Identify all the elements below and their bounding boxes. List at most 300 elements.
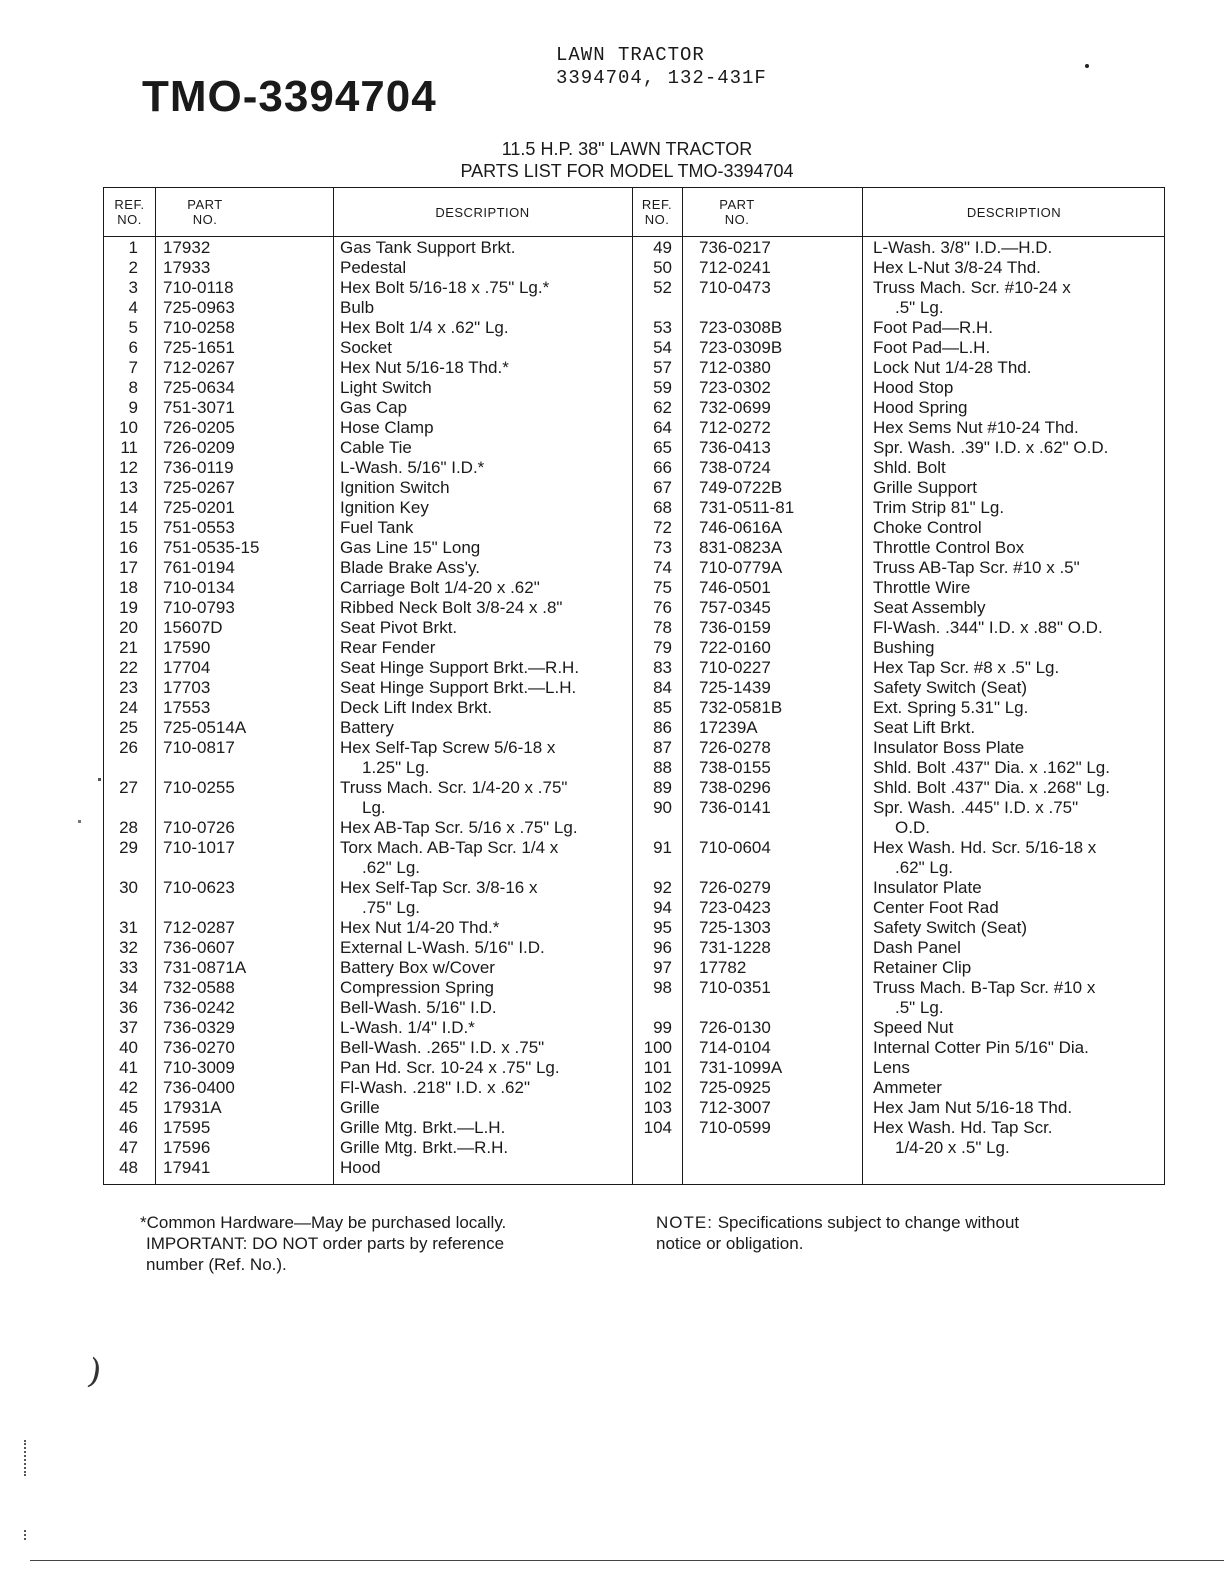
part-description: Gas Tank Support Brkt. bbox=[340, 238, 516, 257]
part-number: 17933 bbox=[163, 258, 211, 277]
part-number: 723-0308B bbox=[699, 318, 783, 337]
ref-number: 13 bbox=[119, 478, 138, 497]
ref-number: 9 bbox=[128, 398, 138, 417]
part-number: 749-0722B bbox=[699, 478, 783, 497]
ref-number: 45 bbox=[119, 1098, 138, 1117]
ref-number: 6 bbox=[128, 338, 138, 357]
ref-number: 16 bbox=[119, 538, 138, 557]
part-number: 726-0278 bbox=[699, 738, 771, 757]
ref-number: 21 bbox=[119, 638, 138, 657]
scan-mark-dot bbox=[78, 820, 81, 823]
part-number: 736-0270 bbox=[163, 1038, 235, 1057]
header-part-no-label: NO. bbox=[724, 212, 750, 227]
ref-number: 89 bbox=[653, 778, 672, 797]
part-number: 15607D bbox=[163, 618, 223, 637]
part-description: Lock Nut 1/4-28 Thd. bbox=[873, 358, 1032, 377]
ref-number: 53 bbox=[653, 318, 672, 337]
header-description-label: DESCRIPTION bbox=[435, 204, 530, 220]
part-description: Hex Wash. Hd. Tap Scr. bbox=[873, 1118, 1053, 1137]
part-number: 712-0272 bbox=[699, 418, 771, 437]
part-number: 731-1228 bbox=[699, 938, 771, 957]
part-number: 725-0201 bbox=[163, 498, 235, 517]
part-number: 738-0296 bbox=[699, 778, 771, 797]
part-description: Light Switch bbox=[340, 378, 432, 397]
header-ref-label: REF. bbox=[114, 197, 145, 212]
title-line-1: 11.5 H.P. 38" LAWN TRACTOR bbox=[501, 139, 753, 159]
part-number: 710-0793 bbox=[163, 598, 235, 617]
part-description: Hose Clamp bbox=[340, 418, 434, 437]
typed-line-models: 3394704, 132-431F bbox=[556, 67, 767, 89]
ref-number: 19 bbox=[119, 598, 138, 617]
part-description: Center Foot Rad bbox=[873, 898, 999, 917]
header-part-right bbox=[682, 188, 792, 236]
part-number: 736-0217 bbox=[699, 238, 771, 257]
part-description-continued: .62" Lg. bbox=[895, 858, 954, 877]
part-description: Shld. Bolt .437" Dia. x .162" Lg. bbox=[873, 758, 1110, 777]
ref-number: 85 bbox=[653, 698, 672, 717]
header-part-left bbox=[155, 188, 255, 236]
part-description: Seat Hinge Support Brkt.—R.H. bbox=[340, 658, 580, 677]
part-description: Retainer Clip bbox=[873, 958, 972, 977]
part-number: 17782 bbox=[699, 958, 747, 977]
ref-number: 59 bbox=[653, 378, 672, 397]
stray-mark bbox=[1085, 64, 1089, 68]
ref-number: 22 bbox=[119, 658, 138, 677]
header-ref-label: REF. bbox=[641, 197, 673, 212]
part-description: Gas Line 15" Long bbox=[340, 538, 481, 557]
part-description: Truss Mach. Scr. 1/4-20 x .75" bbox=[340, 778, 568, 797]
ref-number: 79 bbox=[653, 638, 672, 657]
ref-number: 104 bbox=[643, 1118, 672, 1137]
part-description: Ribbed Neck Bolt 3/8-24 x .8" bbox=[340, 598, 563, 617]
ref-number: 66 bbox=[653, 458, 672, 477]
part-description: External L-Wash. 5/16" I.D. bbox=[340, 938, 545, 957]
col-divider bbox=[632, 188, 633, 1184]
part-description: L-Wash. 3/8" I.D.—H.D. bbox=[873, 238, 1053, 257]
part-number: 710-0599 bbox=[699, 1118, 771, 1137]
ref-number: 84 bbox=[653, 678, 672, 697]
part-description: Insulator Boss Plate bbox=[873, 738, 1025, 757]
ref-number: 7 bbox=[128, 358, 138, 377]
part-number: 712-0380 bbox=[699, 358, 771, 377]
part-number: 751-0535-15 bbox=[163, 538, 260, 557]
part-number: 736-0329 bbox=[163, 1018, 235, 1037]
ref-number: 49 bbox=[653, 238, 672, 257]
typed-line-product: LAWN TRACTOR bbox=[556, 44, 705, 66]
ref-number: 97 bbox=[653, 958, 672, 977]
part-number: 831-0823A bbox=[699, 538, 783, 557]
ref-number: 96 bbox=[653, 938, 672, 957]
part-description: Hood bbox=[340, 1158, 381, 1177]
part-number: 731-1099A bbox=[699, 1058, 783, 1077]
part-description: Throttle Wire bbox=[873, 578, 971, 597]
part-number: 731-0871A bbox=[163, 958, 247, 977]
part-description: Deck Lift Index Brkt. bbox=[340, 698, 493, 717]
part-description: Hex Bolt 5/16-18 x .75" Lg.* bbox=[340, 278, 550, 297]
scan-mark-dot bbox=[98, 778, 101, 781]
part-description: Hex Nut 1/4-20 Thd.* bbox=[340, 918, 500, 937]
col-divider bbox=[682, 188, 683, 1184]
ref-number: 20 bbox=[119, 618, 138, 637]
part-description: Speed Nut bbox=[873, 1018, 954, 1037]
part-number: 722-0160 bbox=[699, 638, 771, 657]
part-description: Hood Spring bbox=[873, 398, 968, 417]
ref-number: 64 bbox=[653, 418, 672, 437]
ref-number: 100 bbox=[643, 1038, 672, 1057]
ref-number: 42 bbox=[119, 1078, 138, 1097]
part-description: Ext. Spring 5.31" Lg. bbox=[873, 698, 1029, 717]
header-ref-no-label: NO. bbox=[644, 212, 670, 227]
ref-number: 76 bbox=[653, 598, 672, 617]
part-number: 17595 bbox=[163, 1118, 211, 1137]
part-number: 710-0473 bbox=[699, 278, 771, 297]
part-description: Seat Hinge Support Brkt.—L.H. bbox=[340, 678, 577, 697]
ref-number: 50 bbox=[653, 258, 672, 277]
part-number: 761-0194 bbox=[163, 558, 235, 577]
part-number: 736-0413 bbox=[699, 438, 771, 457]
part-number: 725-0514A bbox=[163, 718, 247, 737]
ref-number: 73 bbox=[653, 538, 672, 557]
ref-number: 1 bbox=[128, 238, 138, 257]
part-description: Truss Mach. Scr. #10-24 x bbox=[873, 278, 1071, 297]
part-number: 736-0141 bbox=[699, 798, 771, 817]
ref-number: 87 bbox=[653, 738, 672, 757]
part-description: Spr. Wash. .445" I.D. x .75" bbox=[873, 798, 1079, 817]
part-number: 710-0817 bbox=[163, 738, 235, 757]
part-number: 710-0227 bbox=[699, 658, 771, 677]
part-number: 731-0511-81 bbox=[699, 498, 795, 517]
part-description-continued: Lg. bbox=[362, 798, 386, 817]
scan-mark-paren: ) bbox=[84, 1351, 105, 1393]
part-description: Foot Pad—R.H. bbox=[873, 318, 993, 337]
part-description: Blade Brake Ass'y. bbox=[340, 558, 480, 577]
part-description: Fl-Wash. .344" I.D. x .88" O.D. bbox=[873, 618, 1103, 637]
part-description: Hex Bolt 1/4 x .62" Lg. bbox=[340, 318, 509, 337]
ref-number: 17 bbox=[119, 558, 138, 577]
ref-number: 68 bbox=[653, 498, 672, 517]
part-number: 736-0400 bbox=[163, 1078, 235, 1097]
title-line-2: PARTS LIST FOR MODEL TMO-3394704 bbox=[460, 161, 794, 181]
ref-number: 2 bbox=[128, 258, 138, 277]
part-number: 710-0351 bbox=[699, 978, 771, 997]
ref-number: 52 bbox=[653, 278, 672, 297]
part-number: 751-3071 bbox=[163, 398, 235, 417]
part-description: Fl-Wash. .218" I.D. x .62" bbox=[340, 1078, 530, 1097]
part-number: 723-0309B bbox=[699, 338, 783, 357]
ref-number: 65 bbox=[653, 438, 672, 457]
part-description-continued: 1/4-20 x .5" Lg. bbox=[895, 1138, 1010, 1157]
part-number: 725-1439 bbox=[699, 678, 771, 697]
ref-number: 41 bbox=[119, 1058, 138, 1077]
part-description: Lens bbox=[873, 1058, 910, 1077]
ref-number: 62 bbox=[653, 398, 672, 417]
part-description: Rear Fender bbox=[340, 638, 436, 657]
part-description: Seat Lift Brkt. bbox=[873, 718, 976, 737]
part-description: Hex Self-Tap Screw 5/6-18 x bbox=[340, 738, 556, 757]
part-number: 710-0726 bbox=[163, 818, 235, 837]
part-number: 710-1017 bbox=[163, 838, 235, 857]
part-description: L-Wash. 1/4" I.D.* bbox=[340, 1018, 475, 1037]
part-number: 725-0634 bbox=[163, 378, 235, 397]
header-description-left bbox=[333, 188, 632, 236]
part-number: 738-0724 bbox=[699, 458, 771, 477]
ref-number: 27 bbox=[119, 778, 138, 797]
ref-number: 12 bbox=[119, 458, 138, 477]
col-divider bbox=[862, 188, 863, 1184]
part-description: Gas Cap bbox=[340, 398, 408, 417]
ref-number: 74 bbox=[653, 558, 672, 577]
part-number: 17703 bbox=[163, 678, 211, 697]
part-number: 726-0279 bbox=[699, 878, 771, 897]
part-description: Dash Panel bbox=[873, 938, 961, 957]
col-divider bbox=[333, 188, 334, 1184]
part-description: Truss Mach. B-Tap Scr. #10 x bbox=[873, 978, 1096, 997]
part-number: 725-0963 bbox=[163, 298, 235, 317]
part-description: Pan Hd. Scr. 10-24 x .75" Lg. bbox=[340, 1058, 560, 1077]
part-description: Pedestal bbox=[340, 258, 407, 277]
part-description: Fuel Tank bbox=[340, 518, 414, 537]
ref-number: 72 bbox=[653, 518, 672, 537]
part-number: 726-0130 bbox=[699, 1018, 771, 1037]
footnote-line-1: *Common Hardware—May be purchased locally. bbox=[140, 1213, 507, 1232]
part-number: 736-0607 bbox=[163, 938, 235, 957]
part-description: Bushing bbox=[873, 638, 935, 657]
part-number: 746-0616A bbox=[699, 518, 783, 537]
ref-number: 30 bbox=[119, 878, 138, 897]
part-number: 712-0241 bbox=[699, 258, 771, 277]
ref-number: 24 bbox=[119, 698, 138, 717]
part-number: 17596 bbox=[163, 1138, 211, 1157]
part-number: 736-0159 bbox=[699, 618, 771, 637]
part-number: 725-0267 bbox=[163, 478, 235, 497]
part-number: 710-0118 bbox=[163, 278, 234, 297]
ref-number: 5 bbox=[128, 318, 138, 337]
note-line-1 bbox=[656, 1212, 1019, 1233]
part-number: 736-0119 bbox=[163, 458, 234, 477]
footnote-line-2: IMPORTANT: DO NOT order parts by reference bbox=[146, 1234, 505, 1253]
header-ref-left bbox=[104, 188, 155, 236]
ref-number: 75 bbox=[653, 578, 672, 597]
ref-number: 91 bbox=[653, 838, 672, 857]
part-description: Safety Switch (Seat) bbox=[873, 918, 1028, 937]
part-description: Ignition Switch bbox=[340, 478, 450, 497]
ref-number: 28 bbox=[119, 818, 138, 837]
ref-number: 98 bbox=[653, 978, 672, 997]
part-description: Carriage Bolt 1/4-20 x .62" bbox=[340, 578, 540, 597]
part-description: Foot Pad—L.H. bbox=[873, 338, 991, 357]
part-number: 746-0501 bbox=[699, 578, 771, 597]
ref-number: 23 bbox=[119, 678, 138, 697]
header-description-label: DESCRIPTION bbox=[966, 204, 1062, 220]
ref-number: 11 bbox=[120, 438, 138, 457]
part-number: 725-1303 bbox=[699, 918, 771, 937]
header-divider bbox=[104, 236, 1164, 237]
ref-number: 3 bbox=[128, 278, 138, 297]
part-description: Bell-Wash. 5/16" I.D. bbox=[340, 998, 497, 1017]
part-description: Throttle Control Box bbox=[873, 538, 1025, 557]
ref-number: 10 bbox=[119, 418, 138, 437]
typed-header bbox=[556, 44, 767, 90]
ref-number: 94 bbox=[653, 898, 672, 917]
part-description: Spr. Wash. .39" I.D. x .62" O.D. bbox=[873, 438, 1109, 457]
header-part-label: PART bbox=[719, 197, 755, 212]
part-number: 17931A bbox=[163, 1098, 222, 1117]
part-description: Grille Mtg. Brkt.—L.H. bbox=[340, 1118, 506, 1137]
ref-number: 15 bbox=[119, 518, 138, 537]
part-description: Ammeter bbox=[873, 1078, 942, 1097]
part-description: Ignition Key bbox=[340, 498, 429, 517]
part-description: Hood Stop bbox=[873, 378, 954, 397]
ref-number: 103 bbox=[643, 1098, 672, 1117]
part-number: 732-0699 bbox=[699, 398, 771, 417]
part-number: 17553 bbox=[163, 698, 211, 717]
part-number: 732-0588 bbox=[163, 978, 235, 997]
part-description: Torx Mach. AB-Tap Scr. 1/4 x bbox=[340, 838, 559, 857]
ref-number: 31 bbox=[119, 918, 138, 937]
part-description: Socket bbox=[340, 338, 392, 357]
ref-number: 18 bbox=[119, 578, 138, 597]
ref-number: 90 bbox=[653, 798, 672, 817]
part-number: 17590 bbox=[163, 638, 211, 657]
part-number: 725-1651 bbox=[163, 338, 235, 357]
part-description-continued: O.D. bbox=[895, 818, 930, 837]
col-divider bbox=[155, 188, 156, 1184]
ref-number: 78 bbox=[653, 618, 672, 637]
part-description-continued: 1.25" Lg. bbox=[362, 758, 430, 777]
part-description: Hex Sems Nut #10-24 Thd. bbox=[873, 418, 1079, 437]
footnote-line-3: number (Ref. No.). bbox=[146, 1255, 287, 1274]
part-description: Shld. Bolt bbox=[873, 458, 946, 477]
part-number: 712-0267 bbox=[163, 358, 235, 377]
header-part-label: PART bbox=[187, 197, 223, 212]
part-number: 710-0604 bbox=[699, 838, 771, 857]
part-number: 17239A bbox=[699, 718, 758, 737]
part-description: Bell-Wash. .265" I.D. x .75" bbox=[340, 1038, 545, 1057]
part-number: 726-0205 bbox=[163, 418, 235, 437]
ref-number: 36 bbox=[119, 998, 138, 1017]
ref-number: 37 bbox=[119, 1018, 138, 1037]
note-line-2: notice or obligation. bbox=[656, 1234, 804, 1253]
part-number: 710-0258 bbox=[163, 318, 235, 337]
part-number: 725-0925 bbox=[699, 1078, 771, 1097]
part-description: Compression Spring bbox=[340, 978, 495, 997]
ref-number: 86 bbox=[653, 718, 672, 737]
ref-number: 46 bbox=[119, 1118, 138, 1137]
part-description: Seat Pivot Brkt. bbox=[340, 618, 458, 637]
ref-number: 26 bbox=[119, 738, 138, 757]
parts-list-title bbox=[0, 138, 1224, 182]
part-description: Cable Tie bbox=[340, 438, 412, 457]
common-hardware-footnote bbox=[140, 1212, 506, 1275]
ref-number: 4 bbox=[128, 298, 138, 317]
header-ref-no-label: NO. bbox=[117, 212, 142, 227]
part-number: 17941 bbox=[163, 1158, 211, 1177]
part-number: 714-0104 bbox=[699, 1038, 771, 1057]
ref-number: 83 bbox=[653, 658, 672, 677]
part-number: 751-0553 bbox=[163, 518, 235, 537]
part-description: Bulb bbox=[340, 298, 375, 317]
part-description: Battery bbox=[340, 718, 394, 737]
part-description: Hex Self-Tap Scr. 3/8-16 x bbox=[340, 878, 538, 897]
part-number: 17704 bbox=[163, 658, 211, 677]
header-description-right bbox=[862, 188, 1166, 236]
ref-number: 102 bbox=[643, 1078, 672, 1097]
part-number: 17932 bbox=[163, 238, 211, 257]
part-number: 738-0155 bbox=[699, 758, 771, 777]
ref-number: 57 bbox=[653, 358, 672, 377]
part-description: L-Wash. 5/16" I.D.* bbox=[340, 458, 485, 477]
part-description: Internal Cotter Pin 5/16" Dia. bbox=[873, 1038, 1089, 1057]
part-description: Hex L-Nut 3/8-24 Thd. bbox=[873, 258, 1041, 277]
ref-number: 99 bbox=[653, 1018, 672, 1037]
ref-number: 95 bbox=[653, 918, 672, 937]
part-description: Hex Tap Scr. #8 x .5" Lg. bbox=[873, 658, 1060, 677]
part-number: 726-0209 bbox=[163, 438, 235, 457]
part-description: Safety Switch (Seat) bbox=[873, 678, 1028, 697]
part-description: Hex Jam Nut 5/16-18 Thd. bbox=[873, 1098, 1073, 1117]
model-number-heading: TMO-3394704 bbox=[142, 72, 437, 121]
part-number: 723-0423 bbox=[699, 898, 771, 917]
ref-number: 40 bbox=[119, 1038, 138, 1057]
part-description: Seat Assembly bbox=[873, 598, 986, 617]
part-number: 736-0242 bbox=[163, 998, 235, 1017]
part-description: Grille Mtg. Brkt.—R.H. bbox=[340, 1138, 509, 1157]
part-description: Hex Wash. Hd. Scr. 5/16-18 x bbox=[873, 838, 1097, 857]
ref-number: 54 bbox=[653, 338, 672, 357]
scan-mark-ticks bbox=[24, 1440, 28, 1476]
ref-number: 33 bbox=[119, 958, 138, 977]
part-description: Trim Strip 81" Lg. bbox=[873, 498, 1005, 517]
part-description: Truss AB-Tap Scr. #10 x .5" bbox=[873, 558, 1080, 577]
part-description: Insulator Plate bbox=[873, 878, 982, 897]
part-description-continued: .5" Lg. bbox=[895, 298, 944, 317]
ref-number: 32 bbox=[119, 938, 138, 957]
part-description: Choke Control bbox=[873, 518, 982, 537]
specifications-note bbox=[656, 1212, 1019, 1254]
part-number: 710-3009 bbox=[163, 1058, 235, 1077]
part-description-continued: .62" Lg. bbox=[362, 858, 421, 877]
part-number: 723-0302 bbox=[699, 378, 771, 397]
ref-number: 48 bbox=[119, 1158, 138, 1177]
ref-number: 88 bbox=[653, 758, 672, 777]
ref-number: 47 bbox=[119, 1138, 138, 1157]
ref-number: 14 bbox=[119, 498, 138, 517]
header-ref-right bbox=[632, 188, 682, 236]
ref-number: 92 bbox=[653, 878, 672, 897]
note-text-1: Specifications subject to change without bbox=[717, 1213, 1020, 1232]
parts-table bbox=[103, 187, 1165, 1185]
scan-mark-tick bbox=[24, 1530, 28, 1540]
part-number: 710-0255 bbox=[163, 778, 235, 797]
part-number: 710-0623 bbox=[163, 878, 235, 897]
part-description: Hex AB-Tap Scr. 5/16 x .75" Lg. bbox=[340, 818, 578, 837]
ref-number: 8 bbox=[128, 378, 138, 397]
part-number: 712-3007 bbox=[699, 1098, 771, 1117]
part-description-continued: .5" Lg. bbox=[895, 998, 944, 1017]
part-description: Grille bbox=[340, 1098, 380, 1117]
ref-number: 29 bbox=[119, 838, 138, 857]
part-number: 712-0287 bbox=[163, 918, 235, 937]
ref-number: 25 bbox=[119, 718, 138, 737]
note-label: NOTE: bbox=[656, 1213, 713, 1232]
part-number: 710-0779A bbox=[699, 558, 783, 577]
ref-number: 34 bbox=[119, 978, 138, 997]
part-number: 757-0345 bbox=[699, 598, 771, 617]
ref-number: 67 bbox=[653, 478, 672, 497]
part-number: 710-0134 bbox=[163, 578, 235, 597]
bottom-rule bbox=[30, 1560, 1224, 1561]
part-description: Hex Nut 5/16-18 Thd.* bbox=[340, 358, 509, 377]
